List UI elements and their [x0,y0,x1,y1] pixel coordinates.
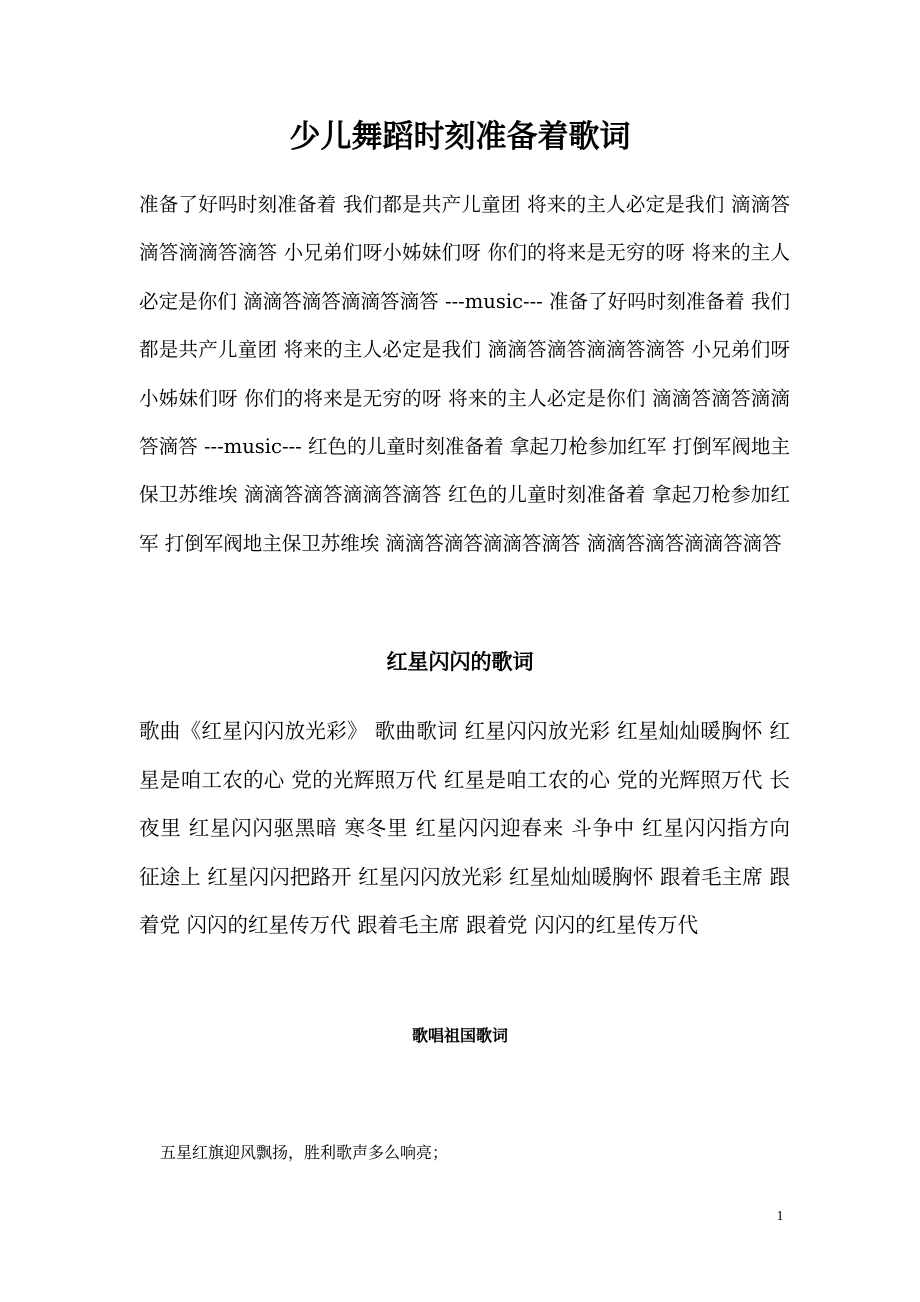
lyrics-paragraph-1: 准备了好吗时刻准备着 我们都是共产儿童团 将来的主人必定是我们 滴滴答滴答滴滴答滴答 小兄弟们呀小姊妹们呀 你们的将来是无穷的呀 将来的主人必定是你们 滴滴答滴答滴滴答滴答 ---music--- 准备了好吗时刻准备着 我们都是共产儿童团 将来的主人必定是我们 滴滴答滴答滴滴答滴答 小兄弟们呀小姊妹们呀 你们的将来是无穷的呀 将来的主人必定是你们 滴滴答滴答滴滴答滴答 ---music--- 红色的儿童时刻准备着 拿起刀枪参加红军 打倒军阀地主保卫苏维埃 滴滴答滴答滴滴答滴答 红色的儿童时刻准备着 拿起刀枪参加红军 打倒军阀地主保卫苏维埃 滴滴答滴答滴滴答滴答 滴滴答滴答滴滴答滴答 [139,193,790,555]
section-heading-sing-motherland: 歌唱祖国歌词 [411,1026,508,1045]
lyrics-paragraph-2: 歌曲《红星闪闪放光彩》 歌曲歌词 红星闪闪放光彩 红星灿灿暖胸怀 红星是咱工农的心 党的光辉照万代 红星是咱工农的心 党的光辉照万代 长夜里 红星闪闪驱黑暗 寒冬里 红星闪闪迎春来 斗争中 红星闪闪指方向 征途上 红星闪闪把路开 红星闪闪放光彩 红星灿灿暖胸怀 跟着毛主席 跟着党 闪闪的红星传万代 跟着毛主席 跟着党 闪闪的红星传万代 [139,719,790,938]
lyrics-paragraph-3: 五星红旗迎风飘扬，胜利歌声多么响亮； [160,1143,449,1162]
document-title: 少儿舞蹈时刻准备着歌词 [289,119,631,155]
section-heading-red-star: 红星闪闪的歌词 [386,650,534,674]
page-number: 1 [776,1209,784,1224]
